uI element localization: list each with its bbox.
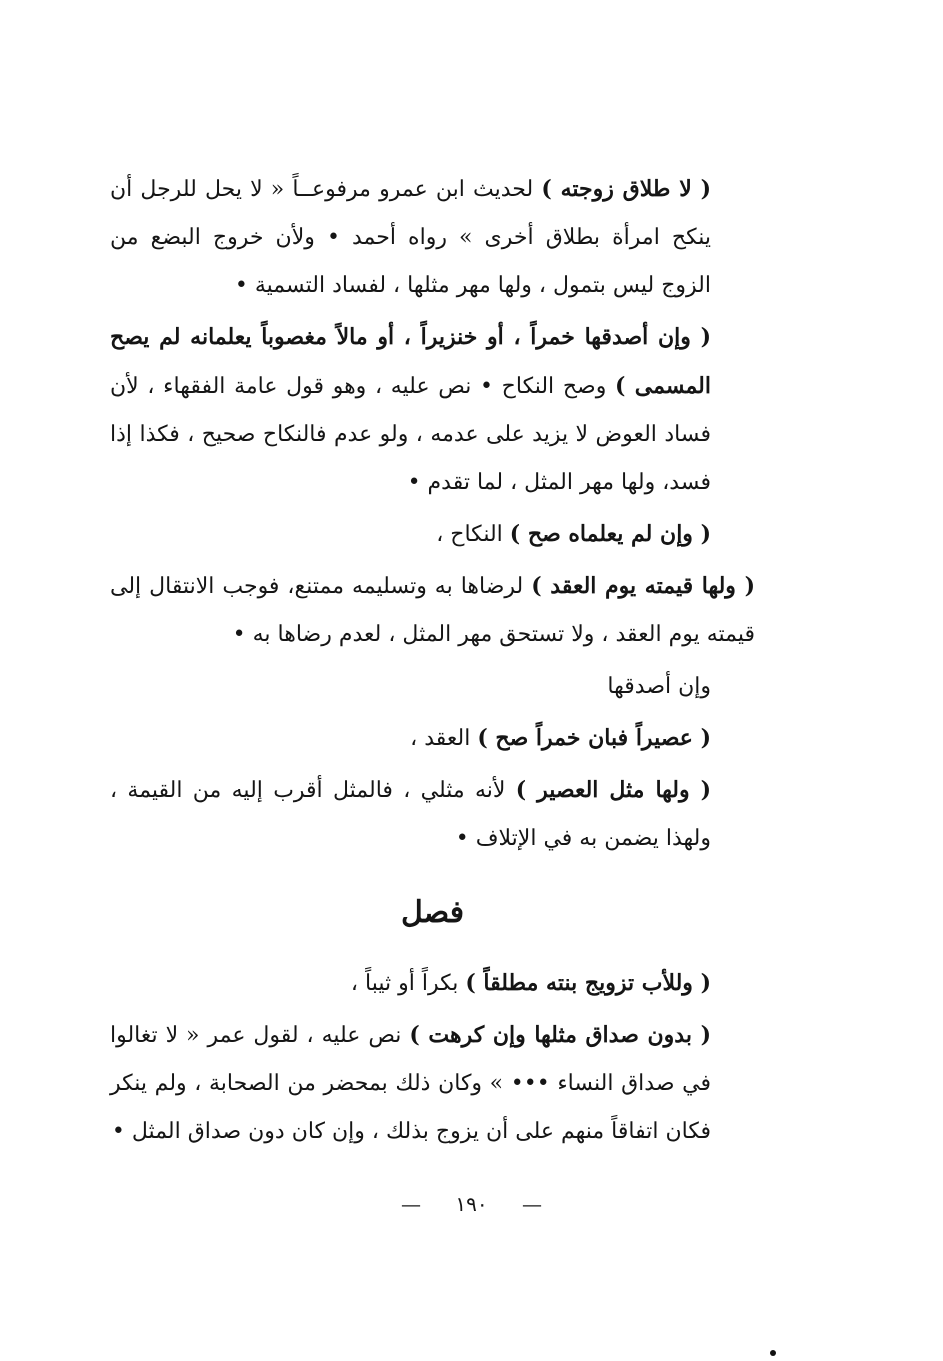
paragraph-text: وصح النكاح • نص عليه ، وهو قول عامة الفقهاء ، لأن فساد العوض لا يزيد على عدمه ، ولو عدم فالنكاح صحيح ، فكذا إذا فسد، ولها مهر المثل ، لما تقدم • <box>110 374 711 495</box>
paragraph-3 <box>110 510 755 559</box>
bold-phrase: ( وإن أصدقها خمراً ، أو خنزيراً ، أو مالاً مغصوباً يعلمانه لم يصح المسمى ) <box>110 324 711 399</box>
footer-dash-right: — <box>401 1192 422 1216</box>
paragraph-8 <box>110 959 755 1008</box>
paragraph-text: لأنه مثلي ، فالمثل أقرب إليه من القيمة ، ولهذا يضمن به في الإتلاف • <box>110 778 711 851</box>
paragraph-9 <box>110 1011 755 1156</box>
paragraph-5 <box>110 662 755 711</box>
paragraph-2 <box>110 313 755 507</box>
footer-dash-left: — <box>521 1192 542 1216</box>
paragraph-text: وإن أصدقها <box>607 674 711 699</box>
bold-phrase: ( ولها قيمته يوم العقد ) <box>531 573 755 599</box>
paragraph-4 <box>110 562 755 659</box>
paragraph-6 <box>110 714 755 763</box>
bold-phrase: ( بدون صداق مثلها وإن كرهت ) <box>409 1022 711 1048</box>
page-body <box>110 165 755 1159</box>
ink-speck <box>770 1350 776 1356</box>
paragraph-text: لحديث ابن عمرو مرفوعــاً « لا يحل للرجل أن ينكح امرأة بطلاق أخرى » رواه أحمد • ولأن خروج البضع من الزوج ليس بتمول ، ولها مهر مثلها ، لفساد التسمية • <box>110 177 711 298</box>
paragraph-text: لرضاها به وتسليمه ممتنع، فوجب الانتقال إلى قيمته يوم العقد ، ولا تستحق مهر المثل ، لعدم رضاها به • <box>110 574 755 647</box>
bold-phrase: ( وإن لم يعلماه صح ) <box>509 521 711 547</box>
paragraph-text: العقد ، <box>410 726 478 751</box>
page-number: ١٩٠ <box>455 1192 488 1216</box>
bold-phrase: ( لا طلاق زوجته ) <box>541 176 711 202</box>
section-heading: فصل <box>400 895 465 930</box>
page-footer <box>0 1192 943 1216</box>
bold-phrase: ( عصيراً فبان خمراً صح ) <box>477 725 711 751</box>
paragraph-text: النكاح ، <box>436 522 510 547</box>
bold-phrase: ( ولها مثل العصير ) <box>515 777 711 803</box>
bold-phrase: ( وللأب تزويج بنته مطلقاً ) <box>465 970 711 996</box>
paragraph-1 <box>110 165 755 310</box>
paragraph-text: نص عليه ، لقول عمر « لا تغالوا في صداق النساء ••• » وكان ذلك بمحضر من الصحابة ، ولم ينكر فكان اتفاقاً منهم على أن يزوج بذلك ، وإن كان دون صداق المثل • <box>110 1023 711 1144</box>
paragraph-7 <box>110 766 755 863</box>
paragraph-text: بكراً أو ثيباً ، <box>350 971 466 996</box>
